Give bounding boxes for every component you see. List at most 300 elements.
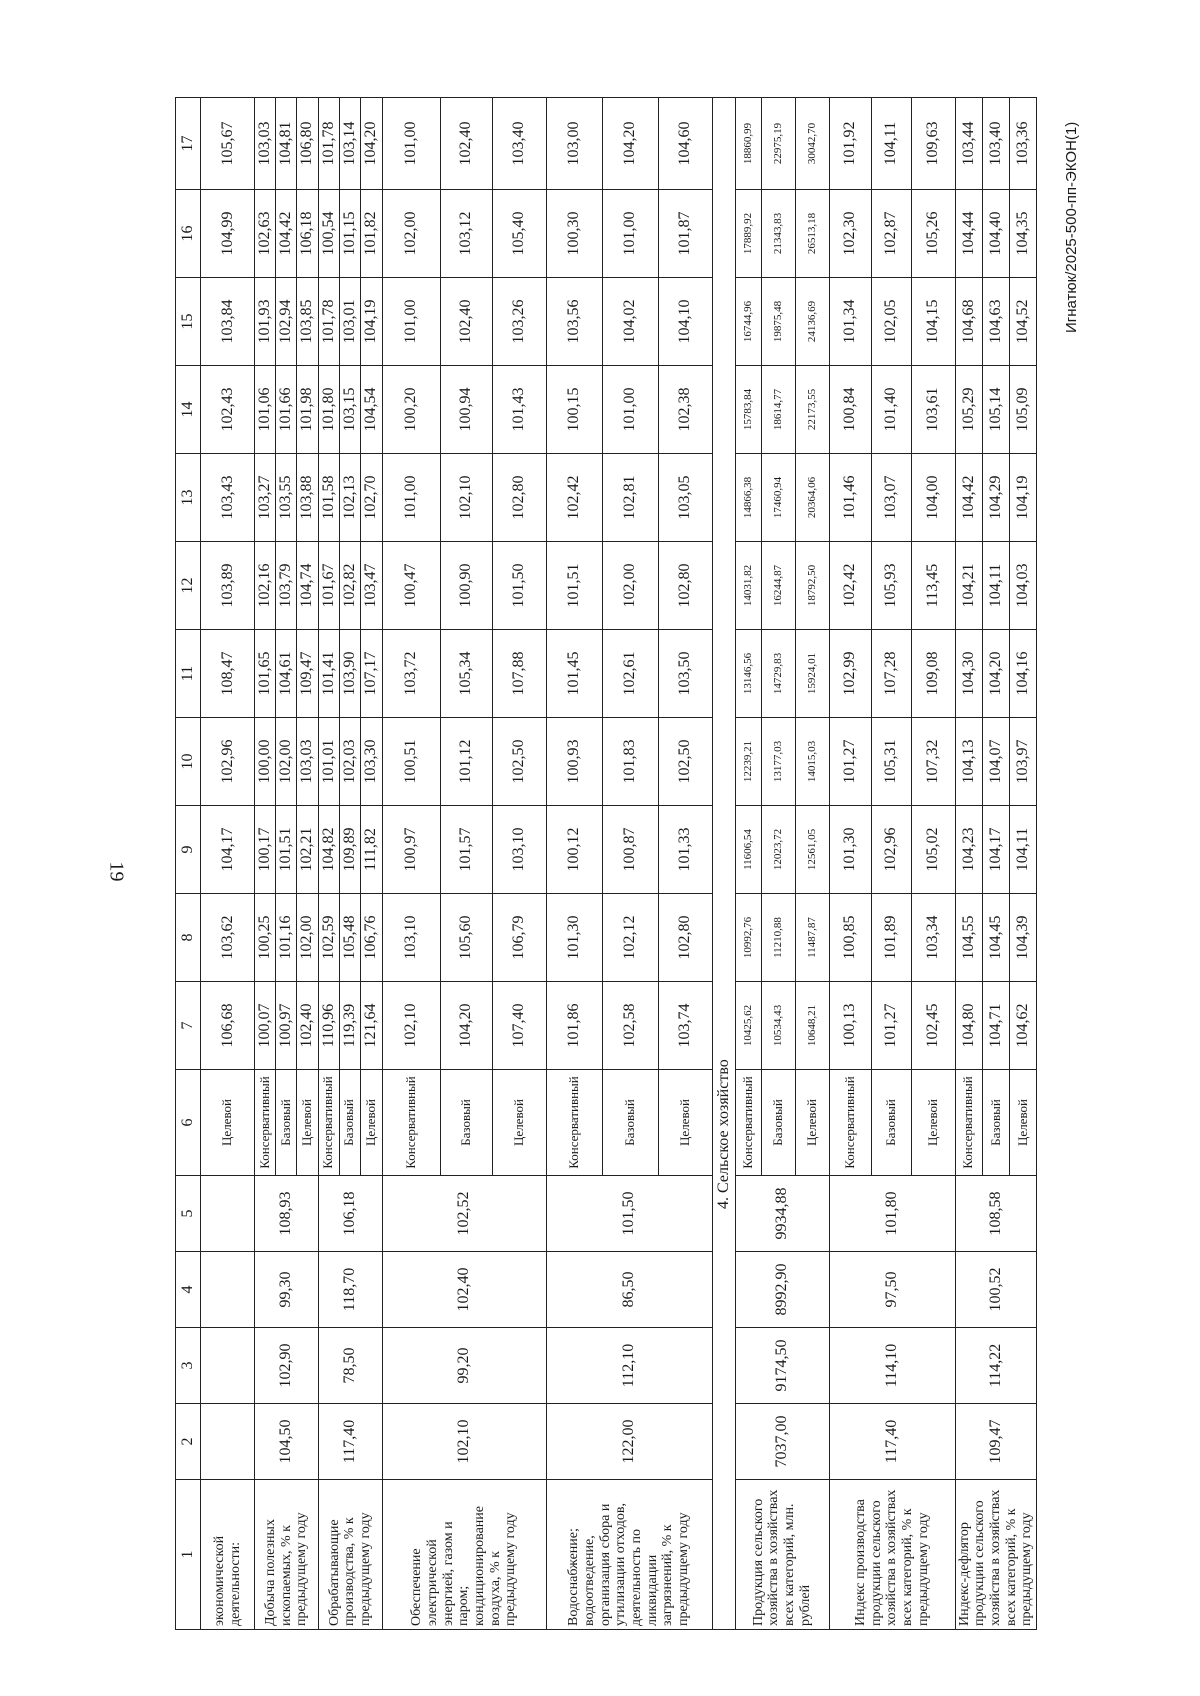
value-cell: 103,97 bbox=[1009, 718, 1036, 806]
value-cell: 101,00 bbox=[382, 98, 440, 190]
value-cell: 105,09 bbox=[1009, 366, 1036, 454]
value-cell: 21343,83 bbox=[761, 190, 795, 278]
value-cell: 102,12 bbox=[602, 894, 658, 982]
scenario-label: Целевой bbox=[201, 1070, 255, 1176]
column-number-header: 5 bbox=[176, 1176, 201, 1252]
value-cell: 105,67 bbox=[201, 98, 255, 190]
value-cell: 101,27 bbox=[871, 982, 911, 1070]
value-cell: 103,07 bbox=[871, 454, 911, 542]
value-cell: 100,00 bbox=[255, 718, 276, 806]
value-cell: 107,28 bbox=[871, 630, 911, 718]
value-cell: 103,61 bbox=[911, 366, 955, 454]
value-cell: 101,67 bbox=[318, 542, 339, 630]
base-value-cell: 102,10 bbox=[382, 1404, 546, 1480]
value-cell: 100,15 bbox=[546, 366, 602, 454]
value-cell: 101,89 bbox=[871, 894, 911, 982]
value-cell: 103,88 bbox=[296, 454, 318, 542]
value-cell: 101,87 bbox=[658, 190, 712, 278]
base-value-cell: 108,93 bbox=[255, 1176, 319, 1252]
base-value-cell: 101,50 bbox=[546, 1176, 712, 1252]
value-cell: 14031,82 bbox=[735, 542, 761, 630]
value-cell: 104,20 bbox=[360, 98, 382, 190]
column-number-header: 15 bbox=[176, 278, 201, 366]
value-cell: 11487,87 bbox=[795, 894, 829, 982]
value-cell: 101,00 bbox=[602, 366, 658, 454]
value-cell: 107,32 bbox=[911, 718, 955, 806]
value-cell: 103,26 bbox=[492, 278, 546, 366]
value-cell: 103,89 bbox=[201, 542, 255, 630]
value-cell: 102,50 bbox=[492, 718, 546, 806]
base-value-cell: 106,18 bbox=[318, 1176, 382, 1252]
value-cell: 101,12 bbox=[440, 718, 492, 806]
value-cell: 106,18 bbox=[296, 190, 318, 278]
value-cell: 100,13 bbox=[829, 982, 871, 1070]
value-cell: 104,55 bbox=[955, 894, 982, 982]
value-cell: 101,78 bbox=[318, 278, 339, 366]
value-cell: 13146,56 bbox=[735, 630, 761, 718]
value-cell: 102,70 bbox=[360, 454, 382, 542]
scenario-label: Консервативный bbox=[382, 1070, 440, 1176]
value-cell: 106,76 bbox=[360, 894, 382, 982]
column-number-header: 16 bbox=[176, 190, 201, 278]
value-cell: 104,03 bbox=[1009, 542, 1036, 630]
scenario-label: Целевой bbox=[658, 1070, 712, 1176]
column-number-header: 14 bbox=[176, 366, 201, 454]
scenario-label: Базовый bbox=[982, 1070, 1009, 1176]
value-cell: 104,17 bbox=[201, 806, 255, 894]
indicator-label: Обеспечение электрической энергией, газом и паром; кондиционирование воздуха, % к предыдущему году bbox=[382, 1480, 546, 1630]
base-value-cell: 117,40 bbox=[829, 1404, 955, 1480]
value-cell: 101,46 bbox=[829, 454, 871, 542]
value-cell: 109,47 bbox=[296, 630, 318, 718]
empty-cell bbox=[201, 1252, 255, 1328]
table-row bbox=[382, 98, 440, 1630]
value-cell: 14729,83 bbox=[761, 630, 795, 718]
scenario-label: Базовый bbox=[339, 1070, 360, 1176]
value-cell: 12023,72 bbox=[761, 806, 795, 894]
value-cell: 18792,50 bbox=[795, 542, 829, 630]
indicator-label: Продукция сельского хозяйства в хозяйствах всех категорий, млн. рублей bbox=[735, 1480, 829, 1630]
value-cell: 104,60 bbox=[658, 98, 712, 190]
value-cell: 103,40 bbox=[492, 98, 546, 190]
value-cell: 107,17 bbox=[360, 630, 382, 718]
value-cell: 101,40 bbox=[871, 366, 911, 454]
value-cell: 30042,70 bbox=[795, 98, 829, 190]
value-cell: 101,66 bbox=[275, 366, 296, 454]
value-cell: 101,50 bbox=[492, 542, 546, 630]
value-cell: 106,79 bbox=[492, 894, 546, 982]
value-cell: 113,45 bbox=[911, 542, 955, 630]
empty-cell bbox=[201, 1328, 255, 1404]
value-cell: 101,57 bbox=[440, 806, 492, 894]
value-cell: 103,14 bbox=[339, 98, 360, 190]
value-cell: 105,60 bbox=[440, 894, 492, 982]
value-cell: 102,40 bbox=[440, 98, 492, 190]
value-cell: 102,80 bbox=[658, 894, 712, 982]
value-cell: 104,17 bbox=[982, 806, 1009, 894]
value-cell: 105,31 bbox=[871, 718, 911, 806]
value-cell: 100,20 bbox=[382, 366, 440, 454]
value-cell: 101,34 bbox=[829, 278, 871, 366]
value-cell: 100,97 bbox=[275, 982, 296, 1070]
value-cell: 104,44 bbox=[955, 190, 982, 278]
value-cell: 109,08 bbox=[911, 630, 955, 718]
table-row bbox=[201, 98, 255, 1630]
value-cell: 121,64 bbox=[360, 982, 382, 1070]
value-cell: 102,80 bbox=[492, 454, 546, 542]
value-cell: 105,02 bbox=[911, 806, 955, 894]
scenario-label: Целевой bbox=[911, 1070, 955, 1176]
value-cell: 104,39 bbox=[1009, 894, 1036, 982]
scenario-label: Консервативный bbox=[318, 1070, 339, 1176]
value-cell: 101,30 bbox=[829, 806, 871, 894]
table-row bbox=[955, 98, 982, 1630]
document-code: Игнатюк/2025-500-пп-ЭКОН(1) bbox=[1063, 121, 1080, 333]
value-cell: 102,00 bbox=[296, 894, 318, 982]
value-cell: 103,79 bbox=[275, 542, 296, 630]
value-cell: 104,19 bbox=[360, 278, 382, 366]
value-cell: 103,50 bbox=[658, 630, 712, 718]
value-cell: 103,40 bbox=[982, 98, 1009, 190]
table-row bbox=[546, 98, 602, 1630]
value-cell: 104,20 bbox=[602, 98, 658, 190]
value-cell: 102,99 bbox=[829, 630, 871, 718]
value-cell: 101,33 bbox=[658, 806, 712, 894]
value-cell: 103,90 bbox=[339, 630, 360, 718]
value-cell: 102,13 bbox=[339, 454, 360, 542]
value-cell: 15924,01 bbox=[795, 630, 829, 718]
scenario-label: Базовый bbox=[440, 1070, 492, 1176]
indicator-label: Индекс производства продукции сельского хозяйства в хозяйствах всех категорий, % к предыдущему году bbox=[829, 1480, 955, 1630]
value-cell: 104,15 bbox=[911, 278, 955, 366]
value-cell: 104,20 bbox=[440, 982, 492, 1070]
base-value-cell: 9174,50 bbox=[735, 1328, 829, 1404]
scenario-label: Консервативный bbox=[735, 1070, 761, 1176]
value-cell: 103,62 bbox=[201, 894, 255, 982]
value-cell: 101,51 bbox=[546, 542, 602, 630]
value-cell: 100,30 bbox=[546, 190, 602, 278]
value-cell: 104,13 bbox=[955, 718, 982, 806]
base-value-cell: 9934,88 bbox=[735, 1176, 829, 1252]
value-cell: 111,82 bbox=[360, 806, 382, 894]
value-cell: 104,19 bbox=[1009, 454, 1036, 542]
value-cell: 102,43 bbox=[201, 366, 255, 454]
value-cell: 100,87 bbox=[602, 806, 658, 894]
value-cell: 102,05 bbox=[871, 278, 911, 366]
value-cell: 101,92 bbox=[829, 98, 871, 190]
value-cell: 100,07 bbox=[255, 982, 276, 1070]
value-cell: 104,62 bbox=[1009, 982, 1036, 1070]
value-cell: 15783,84 bbox=[735, 366, 761, 454]
indicator-label: Водоснабжение; водоотведение, организация сбора и утилизации отходов, деятельность по ликвидации загрязнений, % к предыдущему году bbox=[546, 1480, 712, 1630]
value-cell: 104,30 bbox=[955, 630, 982, 718]
value-cell: 103,44 bbox=[955, 98, 982, 190]
value-cell: 102,94 bbox=[275, 278, 296, 366]
scenario-label: Базовый bbox=[871, 1070, 911, 1176]
column-number-header: 3 bbox=[176, 1328, 201, 1404]
table-row bbox=[318, 98, 339, 1630]
value-cell: 102,16 bbox=[255, 542, 276, 630]
value-cell: 14015,03 bbox=[795, 718, 829, 806]
value-cell: 22173,55 bbox=[795, 366, 829, 454]
value-cell: 104,74 bbox=[296, 542, 318, 630]
indicator-label: Индекс-дефлятор продукции сельского хозяйства в хозяйствах всех категорий, % к предыдущему году bbox=[955, 1480, 1036, 1630]
scenario-label: Базовый bbox=[275, 1070, 296, 1176]
value-cell: 104,11 bbox=[1009, 806, 1036, 894]
base-value-cell: 7037,00 bbox=[735, 1404, 829, 1480]
value-cell: 101,45 bbox=[546, 630, 602, 718]
value-cell: 105,34 bbox=[440, 630, 492, 718]
value-cell: 16744,96 bbox=[735, 278, 761, 366]
value-cell: 12561,05 bbox=[795, 806, 829, 894]
value-cell: 103,34 bbox=[911, 894, 955, 982]
value-cell: 101,27 bbox=[829, 718, 871, 806]
value-cell: 105,26 bbox=[911, 190, 955, 278]
base-value-cell: 102,90 bbox=[255, 1328, 319, 1404]
table-body bbox=[201, 98, 1037, 1630]
empty-cell bbox=[201, 1176, 255, 1252]
value-cell: 100,94 bbox=[440, 366, 492, 454]
base-value-cell: 118,70 bbox=[318, 1252, 382, 1328]
value-cell: 104,42 bbox=[955, 454, 982, 542]
indicator-label: Добыча полезных ископаемых, % к предыдущему году bbox=[255, 1480, 319, 1630]
scenario-label: Консервативный bbox=[255, 1070, 276, 1176]
scenario-label: Целевой bbox=[492, 1070, 546, 1176]
value-cell: 20364,06 bbox=[795, 454, 829, 542]
value-cell: 101,83 bbox=[602, 718, 658, 806]
base-value-cell: 97,50 bbox=[829, 1252, 955, 1328]
value-cell: 26513,18 bbox=[795, 190, 829, 278]
scenario-label: Консервативный bbox=[829, 1070, 871, 1176]
value-cell: 119,39 bbox=[339, 982, 360, 1070]
value-cell: 104,35 bbox=[1009, 190, 1036, 278]
value-cell: 102,00 bbox=[382, 190, 440, 278]
value-cell: 102,96 bbox=[201, 718, 255, 806]
base-value-cell: 102,52 bbox=[382, 1176, 546, 1252]
value-cell: 102,42 bbox=[546, 454, 602, 542]
value-cell: 100,93 bbox=[546, 718, 602, 806]
value-cell: 104,00 bbox=[911, 454, 955, 542]
table-row bbox=[735, 98, 761, 1630]
value-cell: 103,30 bbox=[360, 718, 382, 806]
base-value-cell: 112,10 bbox=[546, 1328, 712, 1404]
value-cell: 101,80 bbox=[318, 366, 339, 454]
value-cell: 104,54 bbox=[360, 366, 382, 454]
scenario-label: Целевой bbox=[296, 1070, 318, 1176]
value-cell: 103,43 bbox=[201, 454, 255, 542]
value-cell: 109,89 bbox=[339, 806, 360, 894]
value-cell: 104,10 bbox=[658, 278, 712, 366]
value-cell: 101,00 bbox=[602, 190, 658, 278]
value-cell: 103,36 bbox=[1009, 98, 1036, 190]
value-cell: 101,30 bbox=[546, 894, 602, 982]
value-cell: 103,15 bbox=[339, 366, 360, 454]
value-cell: 100,51 bbox=[382, 718, 440, 806]
base-value-cell: 114,22 bbox=[955, 1328, 1036, 1404]
value-cell: 103,84 bbox=[201, 278, 255, 366]
base-value-cell: 122,00 bbox=[546, 1404, 712, 1480]
base-value-cell: 100,52 bbox=[955, 1252, 1036, 1328]
value-cell: 18614,77 bbox=[761, 366, 795, 454]
base-value-cell: 104,50 bbox=[255, 1404, 319, 1480]
value-cell: 104,21 bbox=[955, 542, 982, 630]
value-cell: 102,21 bbox=[296, 806, 318, 894]
indicator-label: экономической деятельности: bbox=[201, 1480, 255, 1630]
value-cell: 100,12 bbox=[546, 806, 602, 894]
value-cell: 102,10 bbox=[440, 454, 492, 542]
column-number-header: 1 bbox=[176, 1480, 201, 1630]
value-cell: 101,41 bbox=[318, 630, 339, 718]
value-cell: 103,10 bbox=[492, 806, 546, 894]
value-cell: 100,97 bbox=[382, 806, 440, 894]
value-cell: 100,84 bbox=[829, 366, 871, 454]
value-cell: 104,11 bbox=[982, 542, 1009, 630]
rotated-table-container bbox=[175, 100, 1045, 1630]
section-title: 4. Сельское хозяйство bbox=[712, 98, 735, 1630]
column-number-row bbox=[176, 98, 201, 1630]
value-cell: 107,40 bbox=[492, 982, 546, 1070]
scenario-label: Консервативный bbox=[546, 1070, 602, 1176]
value-cell: 13177,03 bbox=[761, 718, 795, 806]
value-cell: 104,02 bbox=[602, 278, 658, 366]
value-cell: 101,01 bbox=[318, 718, 339, 806]
base-value-cell: 102,40 bbox=[382, 1252, 546, 1328]
value-cell: 104,63 bbox=[982, 278, 1009, 366]
value-cell: 106,68 bbox=[201, 982, 255, 1070]
value-cell: 103,05 bbox=[658, 454, 712, 542]
forecast-table bbox=[175, 97, 1037, 1630]
value-cell: 104,20 bbox=[982, 630, 1009, 718]
value-cell: 101,98 bbox=[296, 366, 318, 454]
value-cell: 106,80 bbox=[296, 98, 318, 190]
value-cell: 104,68 bbox=[955, 278, 982, 366]
value-cell: 102,38 bbox=[658, 366, 712, 454]
value-cell: 102,58 bbox=[602, 982, 658, 1070]
value-cell: 102,82 bbox=[339, 542, 360, 630]
base-value-cell: 108,58 bbox=[955, 1176, 1036, 1252]
value-cell: 10534,43 bbox=[761, 982, 795, 1070]
scenario-label: Целевой bbox=[360, 1070, 382, 1176]
value-cell: 102,45 bbox=[911, 982, 955, 1070]
value-cell: 101,58 bbox=[318, 454, 339, 542]
value-cell: 103,10 bbox=[382, 894, 440, 982]
value-cell: 12239,21 bbox=[735, 718, 761, 806]
value-cell: 101,51 bbox=[275, 806, 296, 894]
value-cell: 102,87 bbox=[871, 190, 911, 278]
base-value-cell: 109,47 bbox=[955, 1404, 1036, 1480]
value-cell: 100,17 bbox=[255, 806, 276, 894]
empty-cell bbox=[201, 1404, 255, 1480]
value-cell: 103,55 bbox=[275, 454, 296, 542]
table-row bbox=[255, 98, 276, 1630]
value-cell: 104,23 bbox=[955, 806, 982, 894]
value-cell: 101,16 bbox=[275, 894, 296, 982]
base-value-cell: 117,40 bbox=[318, 1404, 382, 1480]
value-cell: 101,15 bbox=[339, 190, 360, 278]
value-cell: 102,80 bbox=[658, 542, 712, 630]
indicator-label: Обрабатывающие производства, % к предыдущему году bbox=[318, 1480, 382, 1630]
base-value-cell: 78,50 bbox=[318, 1328, 382, 1404]
column-number-header: 13 bbox=[176, 454, 201, 542]
value-cell: 11210,88 bbox=[761, 894, 795, 982]
value-cell: 104,42 bbox=[275, 190, 296, 278]
scenario-label: Консервативный bbox=[955, 1070, 982, 1176]
value-cell: 18860,99 bbox=[735, 98, 761, 190]
value-cell: 102,30 bbox=[829, 190, 871, 278]
value-cell: 104,82 bbox=[318, 806, 339, 894]
value-cell: 102,59 bbox=[318, 894, 339, 982]
value-cell: 17889,92 bbox=[735, 190, 761, 278]
value-cell: 102,03 bbox=[339, 718, 360, 806]
column-number-header: 11 bbox=[176, 630, 201, 718]
table-row bbox=[829, 98, 871, 1630]
value-cell: 104,45 bbox=[982, 894, 1009, 982]
value-cell: 103,01 bbox=[339, 278, 360, 366]
value-cell: 101,43 bbox=[492, 366, 546, 454]
value-cell: 107,88 bbox=[492, 630, 546, 718]
value-cell: 100,47 bbox=[382, 542, 440, 630]
value-cell: 108,47 bbox=[201, 630, 255, 718]
column-number-header: 12 bbox=[176, 542, 201, 630]
base-value-cell: 8992,90 bbox=[735, 1252, 829, 1328]
value-cell: 109,63 bbox=[911, 98, 955, 190]
value-cell: 103,47 bbox=[360, 542, 382, 630]
base-value-cell: 86,50 bbox=[546, 1252, 712, 1328]
value-cell: 16244,87 bbox=[761, 542, 795, 630]
scenario-label: Целевой bbox=[1009, 1070, 1036, 1176]
value-cell: 105,48 bbox=[339, 894, 360, 982]
value-cell: 101,82 bbox=[360, 190, 382, 278]
value-cell: 22975,19 bbox=[761, 98, 795, 190]
value-cell: 10425,62 bbox=[735, 982, 761, 1070]
value-cell: 104,71 bbox=[982, 982, 1009, 1070]
value-cell: 104,52 bbox=[1009, 278, 1036, 366]
value-cell: 103,74 bbox=[658, 982, 712, 1070]
value-cell: 101,93 bbox=[255, 278, 276, 366]
value-cell: 105,14 bbox=[982, 366, 1009, 454]
column-number-header: 2 bbox=[176, 1404, 201, 1480]
value-cell: 104,40 bbox=[982, 190, 1009, 278]
column-number-header: 17 bbox=[176, 98, 201, 190]
page-number: 19 bbox=[105, 861, 128, 882]
value-cell: 103,03 bbox=[255, 98, 276, 190]
value-cell: 17460,94 bbox=[761, 454, 795, 542]
value-cell: 103,56 bbox=[546, 278, 602, 366]
value-cell: 102,10 bbox=[382, 982, 440, 1070]
value-cell: 104,16 bbox=[1009, 630, 1036, 718]
value-cell: 102,63 bbox=[255, 190, 276, 278]
value-cell: 19875,48 bbox=[761, 278, 795, 366]
scenario-label: Базовый bbox=[761, 1070, 795, 1176]
column-number-header: 8 bbox=[176, 894, 201, 982]
value-cell: 101,86 bbox=[546, 982, 602, 1070]
value-cell: 101,00 bbox=[382, 454, 440, 542]
value-cell: 104,99 bbox=[201, 190, 255, 278]
value-cell: 14866,38 bbox=[735, 454, 761, 542]
scenario-label: Базовый bbox=[602, 1070, 658, 1176]
value-cell: 100,90 bbox=[440, 542, 492, 630]
column-number-header: 10 bbox=[176, 718, 201, 806]
section-row bbox=[712, 98, 735, 1630]
value-cell: 100,85 bbox=[829, 894, 871, 982]
value-cell: 104,61 bbox=[275, 630, 296, 718]
value-cell: 101,65 bbox=[255, 630, 276, 718]
value-cell: 103,85 bbox=[296, 278, 318, 366]
base-value-cell: 114,10 bbox=[829, 1328, 955, 1404]
value-cell: 104,11 bbox=[871, 98, 911, 190]
value-cell: 102,81 bbox=[602, 454, 658, 542]
scenario-label: Целевой bbox=[795, 1070, 829, 1176]
